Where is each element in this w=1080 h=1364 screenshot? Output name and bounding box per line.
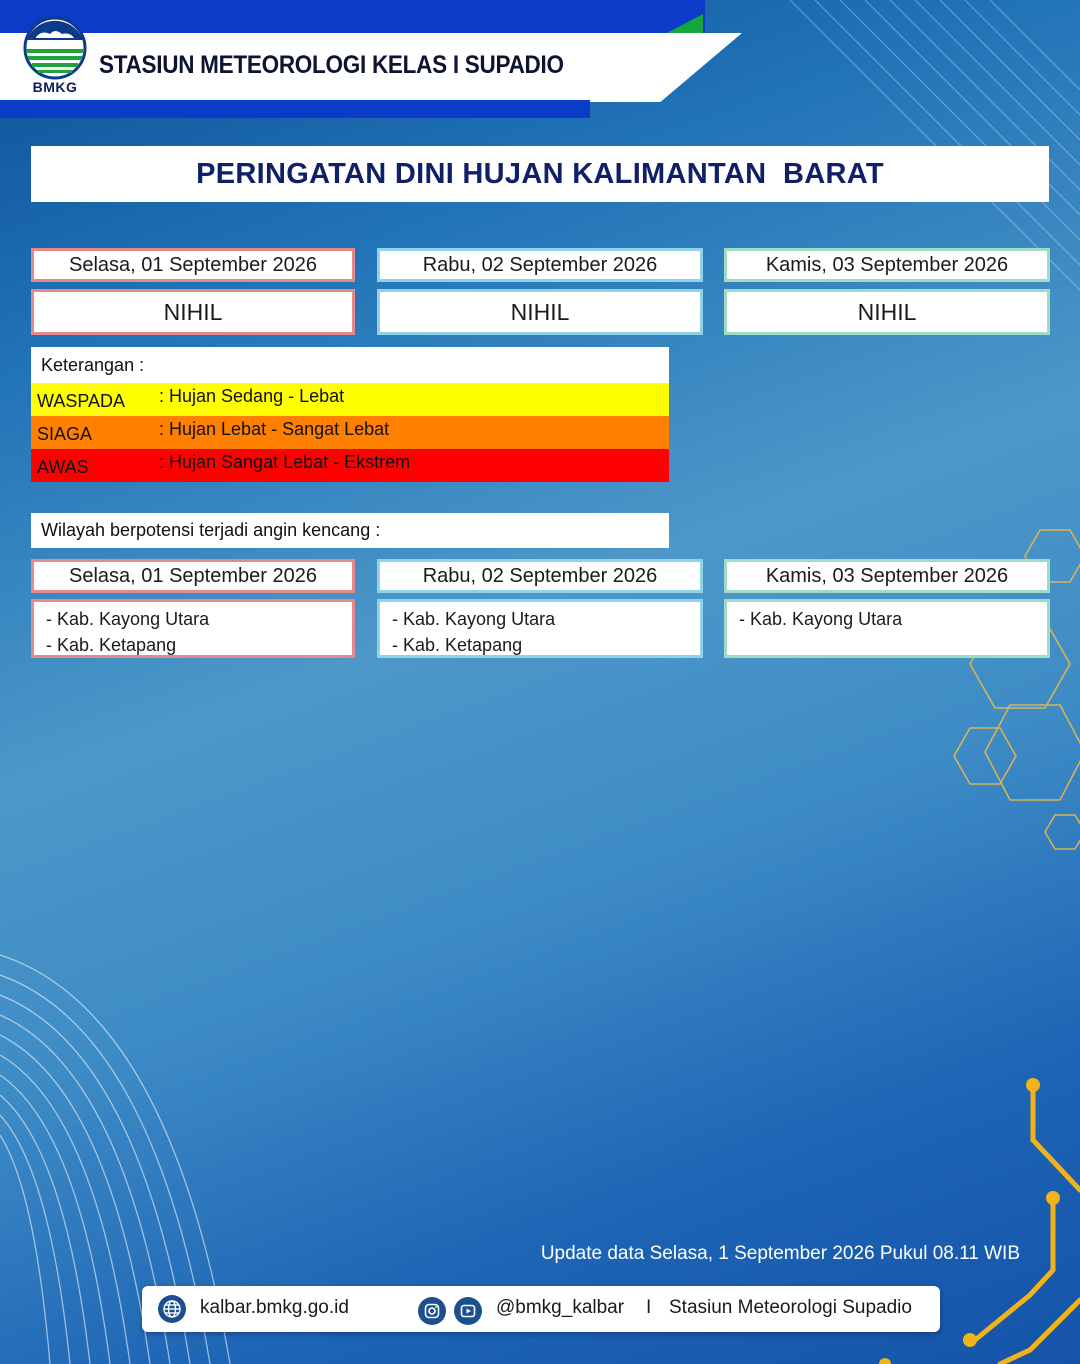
header-stripe <box>0 0 705 34</box>
legend-row-siaga <box>31 416 669 449</box>
footer-bar <box>142 1286 940 1332</box>
header-stripe-bottom <box>0 100 590 118</box>
legend-level: WASPADA <box>37 391 126 411</box>
legend-heading: Keterangan : <box>31 347 669 383</box>
footer-separator: I <box>646 1297 652 1318</box>
wind-date-1 <box>31 559 355 593</box>
wind-date-label: Rabu, 02 September 2026 <box>422 564 658 587</box>
forecast-status-1 <box>31 289 355 335</box>
social-handle[interactable]: @bmkg_kalbar <box>496 1297 625 1318</box>
station-footer-name: Stasiun Meteorologi Supadio <box>669 1297 912 1318</box>
forecast-date-label: Selasa, 01 September 2026 <box>69 253 317 276</box>
list-item: - Kab. Ketapang <box>392 635 523 655</box>
wind-area-list-2 <box>377 599 703 658</box>
list-item: - Kab. Kayong Utara <box>392 609 556 629</box>
wind-heading: Wilayah berpotensi terjadi angin kencang : <box>31 513 669 548</box>
legend-row-awas <box>31 449 669 482</box>
forecast-date-label: Rabu, 02 September 2026 <box>422 253 658 276</box>
wind-date-label: Selasa, 01 September 2026 <box>69 564 317 587</box>
wind-date-label: Kamis, 03 September 2026 <box>765 564 1009 587</box>
forecast-date-2 <box>377 248 703 282</box>
header-green-accent <box>665 14 703 34</box>
youtube-icon[interactable] <box>454 1297 482 1325</box>
globe-icon[interactable] <box>158 1295 186 1323</box>
legend <box>31 347 669 482</box>
station-name: STASIUN METEOROLOGI KELAS I SUPADIO <box>99 51 564 79</box>
update-timestamp: Update data Selasa, 1 September 2026 Pukul 08.11 WIB <box>540 1243 1020 1264</box>
website-link[interactable]: kalbar.bmkg.go.id <box>200 1297 349 1318</box>
legend-level: SIAGA <box>37 424 93 444</box>
wind-area-list-1 <box>31 599 355 658</box>
instagram-icon[interactable] <box>418 1297 446 1325</box>
page-title: PERINGATAN DINI HUJAN KALIMANTAN BARAT <box>196 157 884 190</box>
forecast-status-label: NIHIL <box>163 298 223 325</box>
forecast-status-label: NIHIL <box>510 298 570 325</box>
wind-date-2 <box>377 559 703 593</box>
forecast-status-label: NIHIL <box>857 298 917 325</box>
bmkg-logo <box>22 16 88 96</box>
legend-level: AWAS <box>37 457 89 477</box>
title-banner <box>31 146 1049 202</box>
logo-text: BMKG <box>32 79 78 95</box>
forecast-status-3 <box>724 289 1050 335</box>
bmkg-logo-icon <box>22 16 88 80</box>
wind-date-3 <box>724 559 1050 593</box>
list-item: - Kab. Ketapang <box>46 635 177 655</box>
list-item: - Kab. Kayong Utara <box>739 609 903 629</box>
forecast-date-1 <box>31 248 355 282</box>
forecast-date-3 <box>724 248 1050 282</box>
legend-row-waspada <box>31 383 669 416</box>
wind-area-list-3 <box>724 599 1050 658</box>
legend-description: : Hujan Lebat - Sangat Lebat <box>159 419 390 439</box>
forecast-status-2 <box>377 289 703 335</box>
legend-description: : Hujan Sedang - Lebat <box>159 386 345 406</box>
legend-description: : Hujan Sangat Lebat - Ekstrem <box>159 452 411 472</box>
forecast-date-label: Kamis, 03 September 2026 <box>765 253 1009 276</box>
list-item: - Kab. Kayong Utara <box>46 609 210 629</box>
